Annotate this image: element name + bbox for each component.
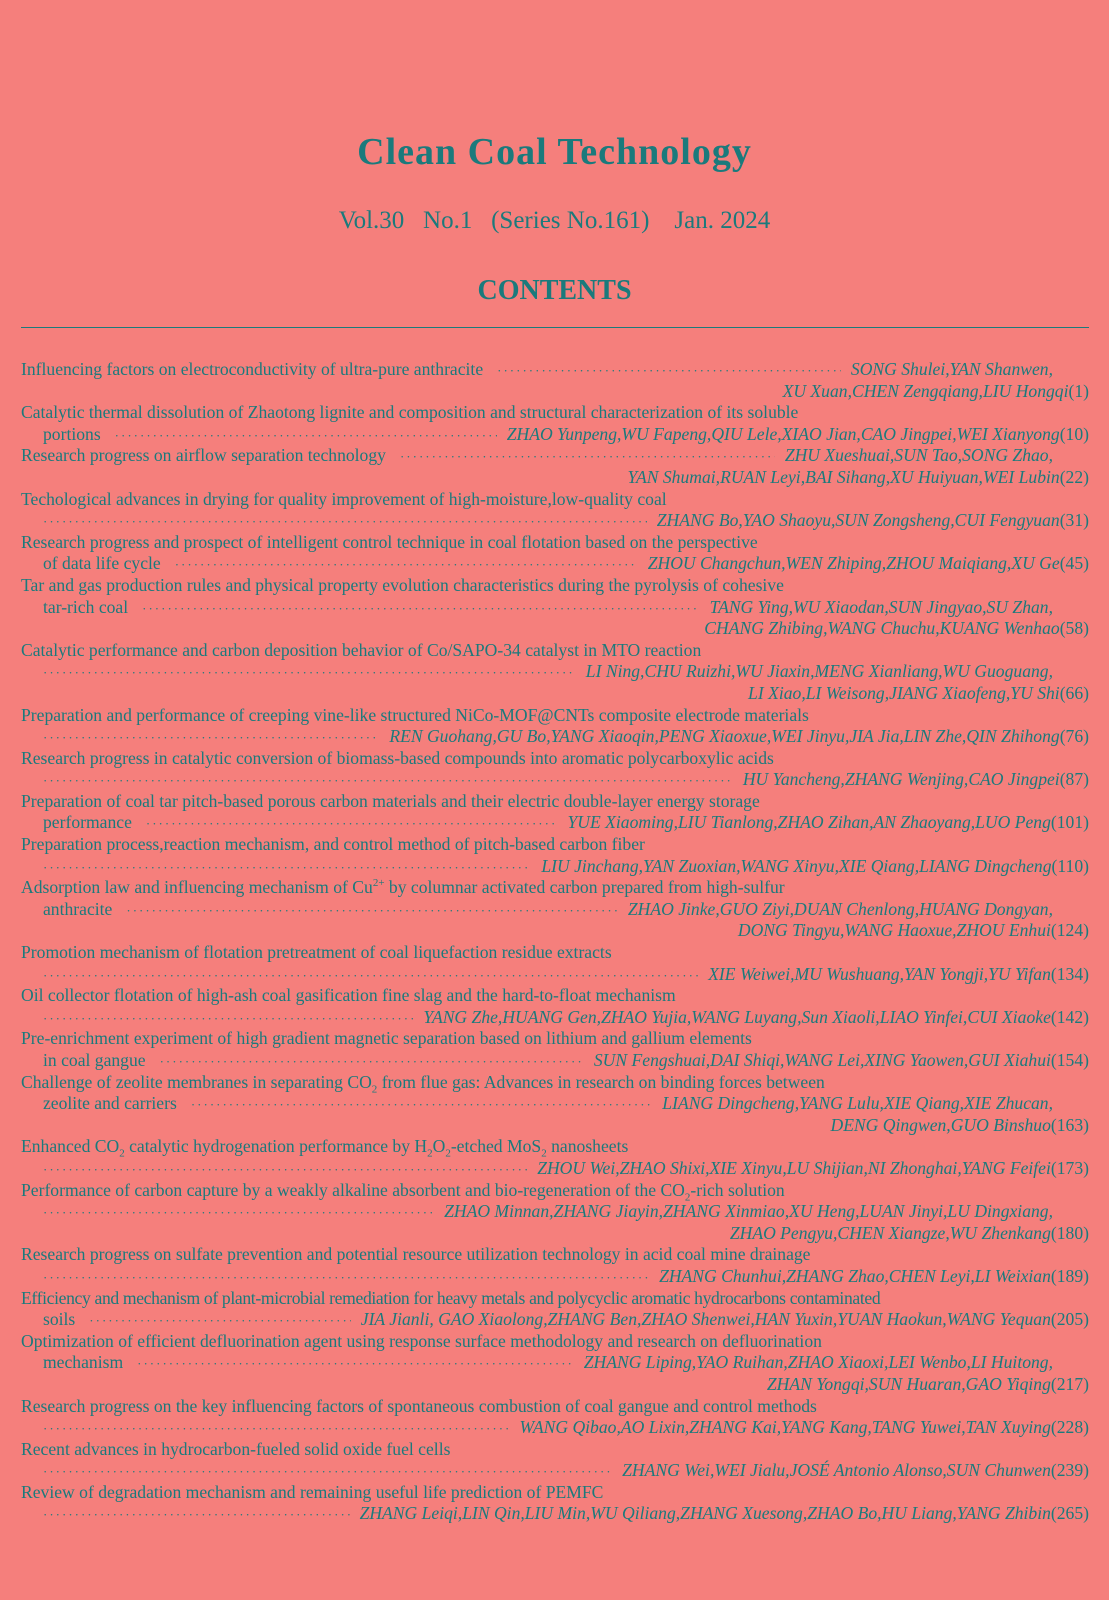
article-title: Review of degradation mechanism and remaining useful life prediction of PEMFC <box>21 1481 604 1502</box>
leader-dots <box>43 1159 527 1180</box>
toc-entry[interactable] <box>21 575 1089 640</box>
article-authors: ZHAN Yongqi,SUN Huaran,GAO Yiqing <box>766 1373 1051 1394</box>
article-title: portions <box>43 423 101 444</box>
page-number: (265) <box>1050 1503 1089 1524</box>
article-title: Pre-enrichment experiment of high gradient magnetic separation based on lithium and gallium elements <box>21 1028 752 1049</box>
page-number: (134) <box>1050 963 1089 984</box>
page-number: (10) <box>1059 423 1089 444</box>
article-title: of data life cycle <box>43 553 161 574</box>
article-authors: ZHOU Wei,ZHAO Shixi,XIE Xinyu,LU Shijian,NI Zhonghai,YANG Feifei <box>537 1157 1051 1178</box>
page-number: (142) <box>1050 1006 1089 1027</box>
article-authors: LIU Jinchang,YAN Zuoxian,WANG Xinyu,XIE Qiang,LIANG Dingcheng <box>541 855 1052 876</box>
article-title: Preparation and performance of creeping vine-like structured NiCo-MOF@CNTs composite electrode materials <box>21 704 809 725</box>
toc-entry[interactable] <box>21 705 1089 748</box>
toc-entry[interactable] <box>21 445 1089 488</box>
toc-entry[interactable] <box>21 1288 1089 1331</box>
leader-dots <box>160 1051 584 1072</box>
article-authors: ZHAO Yunpeng,WU Fapeng,QIU Lele,XIAO Jian,CAO Jingpei,WEI Xianyong <box>506 423 1060 444</box>
article-title: Research progress on sulfate prevention and potential resource utilization technology in acid coal mine drainage <box>21 1244 811 1265</box>
issue-info: Vol.30 No.1 (Series No.161) Jan. 2024 <box>338 207 771 234</box>
table-of-contents <box>21 359 1089 1525</box>
article-authors: ZHANG Wei,WEI Jialu,JOSÉ Antonio Alonso,SUN Chunwen <box>622 1460 1051 1481</box>
toc-entry[interactable] <box>21 359 1089 402</box>
article-title: Research progress in catalytic conversion of biomass-based compounds into aromatic polycarboxylic acids <box>21 747 774 768</box>
article-title: Promotion mechanism of flotation pretreatment of coal liquefaction residue extracts <box>21 942 612 963</box>
leader-dots <box>43 511 647 532</box>
page-number: (110) <box>1051 855 1089 876</box>
toc-entry[interactable] <box>21 489 1089 532</box>
article-authors: ZHU Xueshuai,SUN Tao,SONG Zhao, <box>784 445 1053 466</box>
toc-entry[interactable] <box>21 1439 1089 1482</box>
article-title: Catalytic thermal dissolution of Zhaotong lignite and composition and structural characterization of its soluble <box>21 402 799 423</box>
article-authors: LIANG Dingcheng,YANG Lulu,XIE Qiang,XIE Zhucan, <box>662 1093 1053 1114</box>
article-title: Recent advances in hydrocarbon-fueled solid oxide fuel cells <box>21 1438 451 1459</box>
article-authors: YAN Shumai,RUAN Leyi,BAI Sihang,XU Huiyuan,WEI Lubin <box>627 466 1060 487</box>
page-number: (189) <box>1050 1265 1089 1286</box>
toc-entry[interactable] <box>21 1072 1089 1137</box>
article-authors: JIA Jianli, GAO Xiaolong,ZHANG Ben,ZHAO Shenwei,HAN Yuxin,YUAN Haokun,WANG Yequan <box>360 1309 1051 1330</box>
article-title: Catalytic performance and carbon deposition behavior of Co/SAPO-34 catalyst in MTO reaction <box>21 639 702 660</box>
article-title: Preparation process,reaction mechanism, and control method of pitch-based carbon fiber <box>21 834 645 855</box>
contents-heading: CONTENTS <box>477 275 632 306</box>
article-authors: ZHOU Changchun,WEN Zhiping,ZHOU Maiqiang,XU Ge <box>647 553 1060 574</box>
page-number: (228) <box>1050 1417 1089 1438</box>
article-title: tar-rich coal <box>43 596 129 617</box>
page-number: (58) <box>1059 618 1089 639</box>
toc-entry[interactable] <box>21 942 1089 985</box>
article-title: Oil collector flotation of high-ash coal gasification fine slag and the hard-to-float mechanism <box>21 985 676 1006</box>
divider <box>21 327 1089 328</box>
leader-dots <box>400 446 775 467</box>
article-title: Adsorption law and influencing mechanism of $Cu^{2+}$ by columnar activated carbon prepared from high-sulfur <box>21 877 785 898</box>
leader-dots <box>43 1504 350 1525</box>
page-number: (31) <box>1059 510 1089 531</box>
article-title: Efficiency and mechanism of plant-microbial remediation for heavy metals and polycyclic aromatic hydrocarbons contaminated <box>21 1287 881 1308</box>
article-authors: HU Yancheng,ZHANG Wenjing,CAO Jingpei <box>742 769 1060 790</box>
toc-entry[interactable] <box>21 1244 1089 1287</box>
article-title: Tar and gas production rules and physical property evolution characteristics during the pyrolysis of cohesive <box>21 574 784 595</box>
toc-entry[interactable] <box>21 1396 1089 1439</box>
leader-dots <box>137 1353 574 1374</box>
page-number: (163) <box>1050 1114 1089 1135</box>
article-authors: XU Xuan,CHEN Zengqiang,LIU Hongqi <box>782 380 1069 401</box>
page-number: (22) <box>1059 466 1089 487</box>
article-authors: ZHANG Liping,YAO Ruihan,ZHAO Xiaoxi,LEI Wenbo,LI Huitong, <box>583 1352 1053 1373</box>
article-title: Research progress on the key influencing factors of spontaneous combustion of coal gangue and control methods <box>21 1395 817 1416</box>
toc-entry[interactable] <box>21 791 1089 834</box>
toc-entry[interactable] <box>21 985 1089 1028</box>
article-authors: ZHAO Minnan,ZHANG Jiayin,ZHANG Xinmiao,XU Heng,LUAN Jinyi,LU Dingxiang, <box>444 1201 1053 1222</box>
article-title: Research progress on airflow separation technology <box>21 445 386 466</box>
toc-entry[interactable] <box>21 748 1089 791</box>
toc-entry[interactable] <box>21 640 1089 705</box>
article-title: Techological advances in drying for quality improvement of high-moisture,low-quality coal <box>21 488 667 509</box>
page-number: (66) <box>1059 682 1089 703</box>
leader-dots <box>43 662 576 683</box>
article-authors: TANG Ying,WU Xiaodan,SUN Jingyao,SU Zhan, <box>709 596 1053 617</box>
toc-entry[interactable] <box>21 1180 1089 1245</box>
article-title: in coal gangue <box>43 1050 146 1070</box>
article-authors: ZHAO Jinke,GUO Ziyi,DUAN Chenlong,HUANG Dongyan, <box>627 898 1053 919</box>
article-authors: ZHANG Leiqi,LIN Qin,LIU Min,WU Qiliang,ZHANG Xuesong,ZHAO Bo,HU Liang,YANG Zhibin <box>359 1503 1051 1524</box>
leader-dots <box>115 425 497 446</box>
leader-dots <box>146 813 558 834</box>
article-title: Performance of carbon capture by a weakly alkaline absorbent and bio-regeneration of the $CO_2$-rich solution <box>21 1179 785 1202</box>
toc-entry[interactable] <box>21 834 1089 877</box>
article-title: Influencing factors on electroconductivity of ultra-pure anthracite <box>21 359 484 379</box>
journal-title: Clean Coal Technology <box>357 131 752 173</box>
page-number: (217) <box>1050 1373 1089 1394</box>
toc-entry[interactable] <box>21 1028 1089 1071</box>
page-number: (205) <box>1050 1309 1089 1330</box>
toc-entry[interactable] <box>21 402 1089 445</box>
article-title: performance <box>43 812 132 833</box>
leader-dots <box>126 900 618 921</box>
toc-entry[interactable] <box>21 532 1089 575</box>
leader-dots <box>43 1461 612 1482</box>
page-number: (180) <box>1050 1222 1089 1243</box>
page-number: (1) <box>1068 380 1089 401</box>
leader-dots <box>191 1094 652 1115</box>
article-authors: ZHANG Bo,YAO Shaoyu,SUN Zongsheng,CUI Fengyuan <box>656 510 1060 531</box>
article-title: Enhanced $CO_2$ catalytic hydrogenation performance by $H_2O_2$-etched MoS$_2$ nanosheets <box>21 1136 629 1158</box>
page-number: (173) <box>1050 1157 1089 1178</box>
article-title: mechanism <box>43 1352 124 1373</box>
leader-dots <box>43 965 698 986</box>
leader-dots <box>43 857 531 878</box>
leader-dots <box>89 1310 350 1331</box>
article-authors: YANG Zhe,HUANG Gen,ZHAO Yujia,WANG Luyang,Sun Xiaoli,LIAO Yinfei,CUI Xiaoke <box>423 1006 1051 1027</box>
leader-dots <box>43 727 379 748</box>
article-authors: REN Guohang,GU Bo,YANG Xiaoqin,PENG Xiaoxue,WEI Jinyu,JIA Jia,LIN Zhe,QIN Zhihong <box>389 726 1060 747</box>
leader-dots <box>43 1267 649 1288</box>
article-authors: SONG Shulei,YAN Shanwen, <box>850 359 1053 379</box>
article-authors: SUN Fengshuai,DAI Shiqi,WANG Lei,XING Yaowen,GUI Xiahui <box>593 1050 1051 1070</box>
article-authors: YUE Xiaoming,LIU Tianlong,ZHAO Zihan,AN Zhaoyang,LUO Peng <box>567 812 1051 833</box>
page-number: (87) <box>1059 769 1089 790</box>
toc-entry[interactable] <box>21 1482 1089 1525</box>
leader-dots <box>175 554 638 575</box>
article-title: Optimization of efficient defluorination agent using response surface methodology and research on defluorination <box>21 1330 822 1351</box>
page-number: (154) <box>1050 1050 1089 1070</box>
page-number: (101) <box>1050 812 1089 833</box>
leader-dots <box>43 770 733 791</box>
article-authors: LI Xiao,LI Weisong,JIANG Xiaofeng,YU Shi <box>748 682 1060 703</box>
leader-dots <box>142 598 699 619</box>
article-authors: CHANG Zhibing,WANG Chuchu,KUANG Wenhao <box>704 618 1060 639</box>
article-authors: DENG Qingwen,GUO Binshuo <box>830 1114 1051 1135</box>
page-number: (239) <box>1050 1460 1089 1481</box>
article-title: Research progress and prospect of intelligent control technique in coal flotation based on the perspective <box>21 531 758 552</box>
article-authors: ZHANG Chunhui,ZHANG Zhao,CHEN Leyi,LI Weixian <box>659 1265 1051 1286</box>
article-title: Challenge of zeolite membranes in separating $CO_2$ from flue gas: Advances in research on binding forces between <box>21 1071 825 1094</box>
article-title: soils <box>43 1309 76 1330</box>
toc-entry[interactable] <box>21 1136 1089 1179</box>
article-authors: XIE Weiwei,MU Wushuang,YAN Yongji,YU Yifan <box>708 963 1051 984</box>
leader-dots <box>497 360 841 381</box>
toc-entry[interactable] <box>21 1331 1089 1396</box>
page-number: (76) <box>1059 726 1089 747</box>
page-number: (45) <box>1059 553 1089 574</box>
leader-dots <box>43 1418 509 1439</box>
article-authors: WANG Qibao,AO Lixin,ZHANG Kai,YANG Kang,TANG Yuwei,TAN Xuying <box>519 1417 1051 1438</box>
page-number: (124) <box>1050 920 1089 941</box>
article-title: Preparation of coal tar pitch-based porous carbon materials and their electric double-layer energy storage <box>21 790 760 811</box>
article-title: anthracite <box>43 898 113 919</box>
toc-entry[interactable] <box>21 877 1089 942</box>
leader-dots <box>43 1202 434 1223</box>
article-authors: LI Ning,CHU Ruizhi,WU Jiaxin,MENG Xianliang,WU Guoguang, <box>585 661 1053 682</box>
article-title: zeolite and carriers <box>43 1093 177 1114</box>
article-authors: ZHAO Pengyu,CHEN Xiangze,WU Zhenkang <box>729 1222 1051 1243</box>
article-authors: DONG Tingyu,WANG Haoxue,ZHOU Enhui <box>737 920 1051 941</box>
leader-dots <box>43 1008 413 1029</box>
